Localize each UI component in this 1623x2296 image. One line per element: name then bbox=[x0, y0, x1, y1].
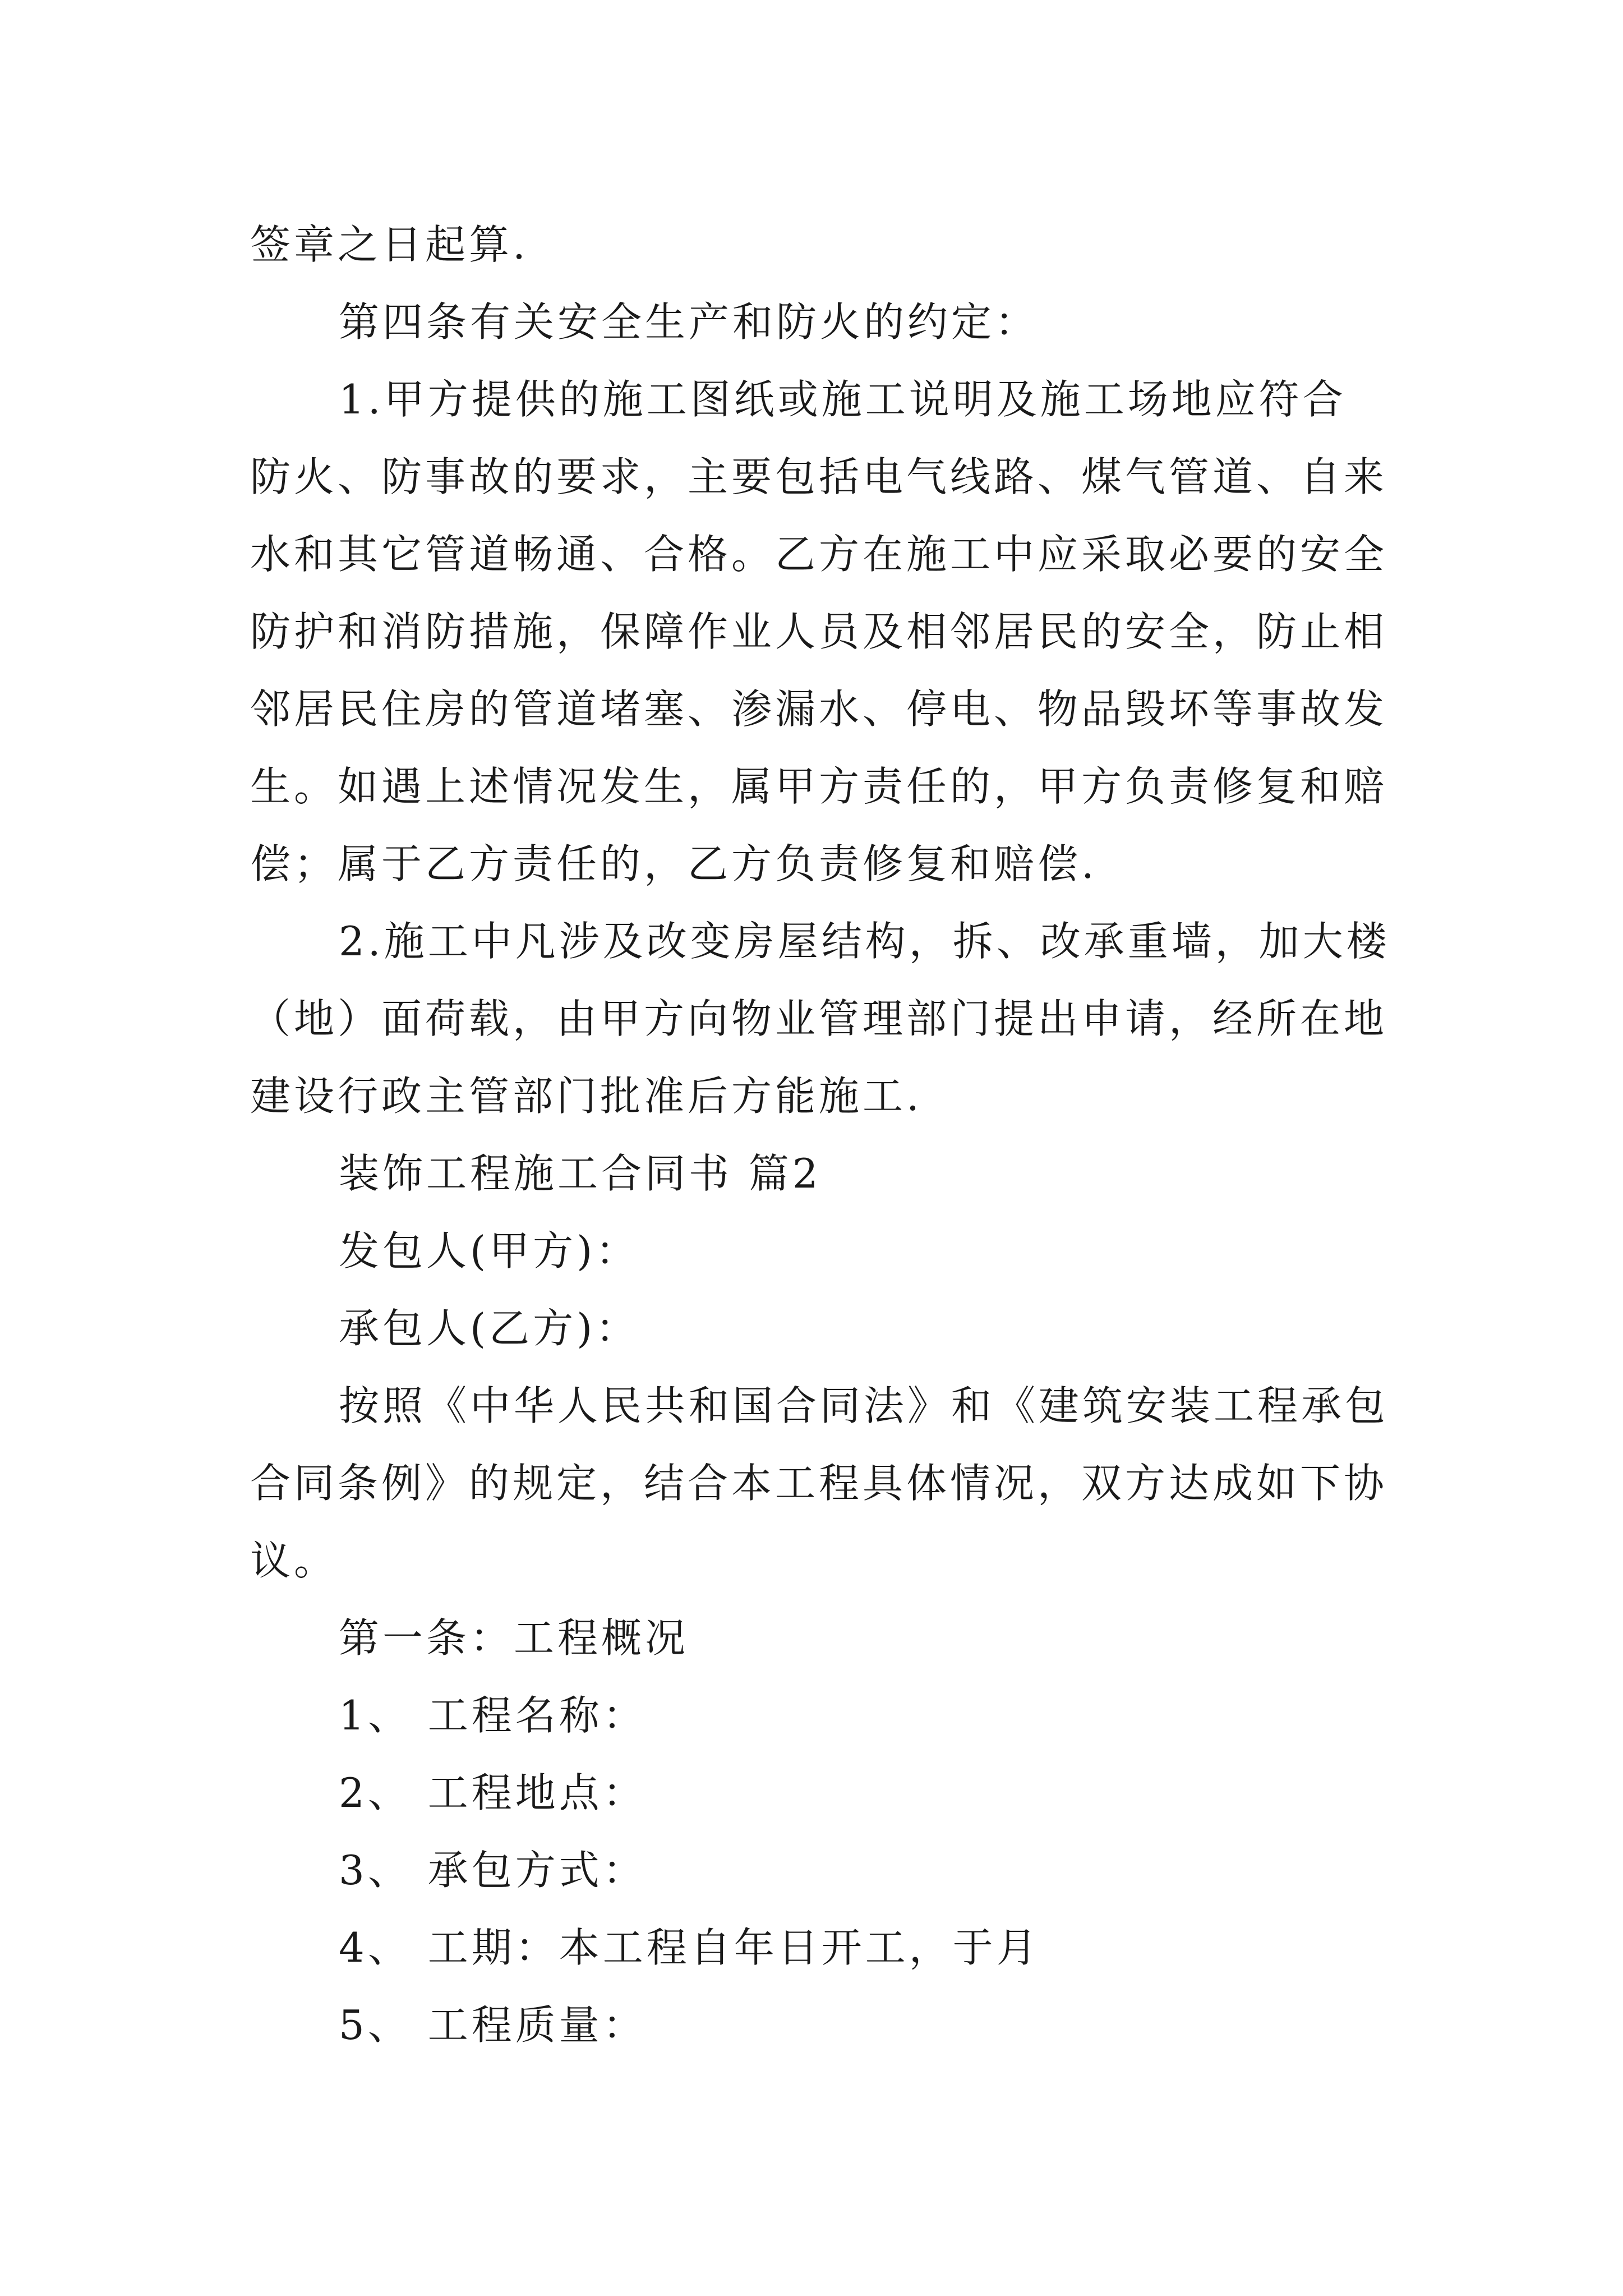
text-line: 建设行政主管部门批准后方能施工. bbox=[250, 1073, 923, 1120]
text-line: 防火、防事故的要求，主要包括电气线路、煤气管道、自来 bbox=[250, 453, 1388, 500]
list-item: 4、 工期：本工程自年日开工，于月 bbox=[339, 1924, 1040, 1971]
text-line: 1.甲方提供的施工图纸或施工说明及施工场地应符合 bbox=[339, 376, 1347, 423]
party-a-label: 发包人(甲方)： bbox=[339, 1227, 640, 1274]
list-item: 1、 工程名称： bbox=[339, 1692, 647, 1739]
text-line: 偿；属于乙方责任的，乙方负责修复和赔偿. bbox=[250, 840, 1098, 887]
document-subtitle: 装饰工程施工合同书 篇2 bbox=[339, 1150, 822, 1197]
text-line: 生。如遇上述情况发生，属甲方责任的，甲方负责修复和赔 bbox=[250, 763, 1388, 810]
section-heading: 第一条：工程概况 bbox=[339, 1614, 689, 1662]
text-line: 合同条例》的规定，结合本工程具体情况，双方达成如下协 bbox=[250, 1460, 1388, 1507]
text-line: 邻居民住房的管道堵塞、渗漏水、停电、物品毁坏等事故发 bbox=[250, 685, 1388, 733]
text-line: 水和其它管道畅通、合格。乙方在施工中应采取必要的安全 bbox=[250, 531, 1388, 578]
text-line: （地）面荷载，由甲方向物业管理部门提出申请，经所在地 bbox=[250, 995, 1388, 1042]
list-item: 5、 工程质量： bbox=[339, 2001, 647, 2049]
text-line: 按照《中华人民共和国合同法》和《建筑安装工程承包 bbox=[339, 1382, 1389, 1429]
text-line: 防护和消防措施，保障作业人员及相邻居民的安全，防止相 bbox=[250, 608, 1388, 655]
section-heading: 第四条有关安全生产和防火的约定： bbox=[339, 298, 1039, 346]
text-line: 2.施工中凡涉及改变房屋结构，拆、改承重墙，加大楼 bbox=[339, 918, 1390, 965]
party-b-label: 承包人(乙方)： bbox=[339, 1305, 640, 1352]
text-line: 签章之日起算. bbox=[250, 221, 529, 268]
list-item: 3、 承包方式： bbox=[339, 1847, 647, 1894]
text-line: 议。 bbox=[250, 1537, 338, 1584]
list-item: 2、 工程地点： bbox=[339, 1769, 647, 1816]
